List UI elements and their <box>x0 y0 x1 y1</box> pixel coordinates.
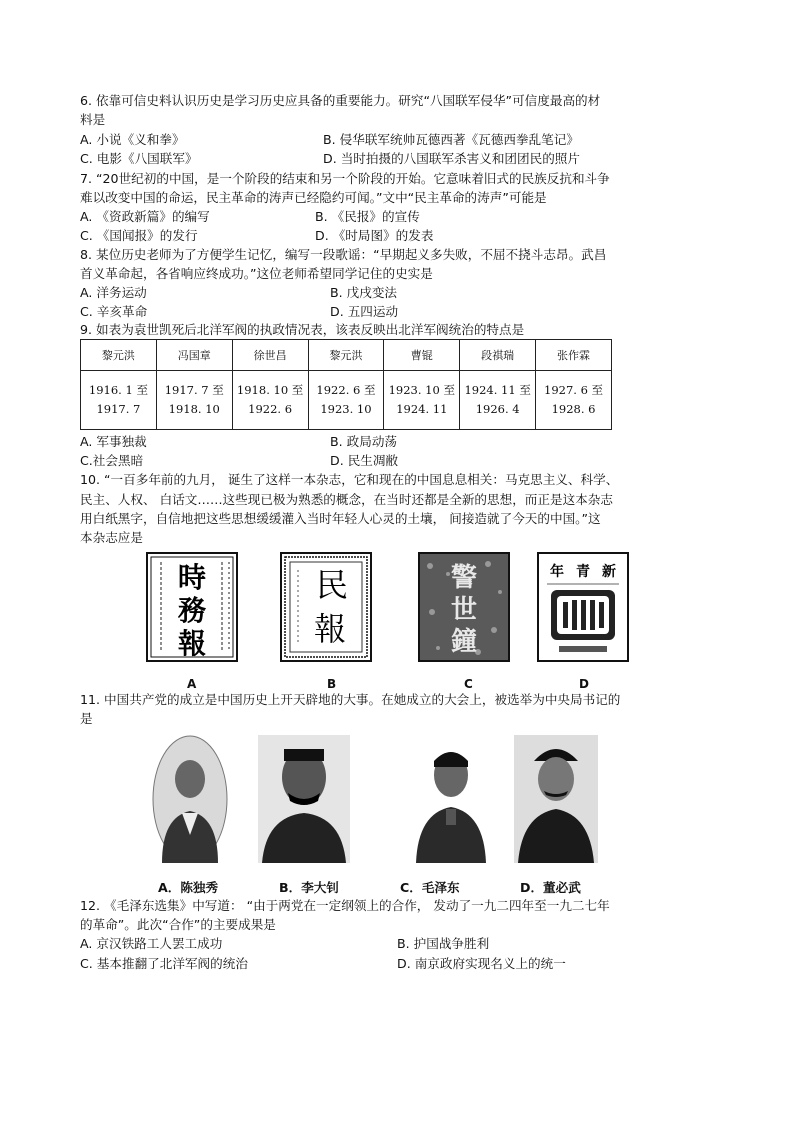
minbao-cover-image[interactable] <box>280 552 372 662</box>
q12-stem-line2: 的革命”。此次“合作”的主要成果是 <box>80 917 276 932</box>
term-start: 1924. 11 至 <box>464 383 531 397</box>
term-start: 1922. 6 至 <box>316 383 376 397</box>
q8-option-b[interactable]: B. 戊戌变法 <box>330 285 398 300</box>
q7-stem-line1: 7. “20世纪初的中国，是一个阶段的结束和另一个阶段的开始。它意味着旧式的民族反抗和斗争 <box>80 171 610 186</box>
term-start: 1923. 10 至 <box>388 383 455 397</box>
cover-a-char2: 務 <box>177 594 207 627</box>
q7-option-b[interactable]: B. 《民报》的宣传 <box>315 209 420 224</box>
q6-stem-line1: 6. 依靠可信史料认识历史是学习历史应具备的重要能力。研究“八国联军侵华”可信度最高的材 <box>80 93 601 108</box>
q7-option-c[interactable]: C. 《国闻报》的发行 <box>80 228 198 243</box>
q8-option-a[interactable]: A. 洋务运动 <box>80 285 147 300</box>
table-cell: 黎元洪 <box>81 340 157 371</box>
table-cell: 黎元洪 <box>308 340 384 371</box>
warlord-government-table <box>80 339 612 430</box>
portrait-c-caption: C．毛泽东 <box>400 880 460 895</box>
q11-stem-line2: 是 <box>80 711 93 726</box>
cover-a-char1: 時 <box>177 561 207 594</box>
term-end: 1926. 4 <box>475 402 520 416</box>
cover-d-char2: 青 <box>576 564 590 580</box>
q10-stem-line2: 民主、人权、 白话文……这些现已极为熟悉的概念，在当时还都是全新的思想，而正是这本杂志 <box>80 492 613 507</box>
q8-stem-line1: 8. 某位历史老师为了方便学生记忆，编写一段歌谣：“早期起义多失败，不屈不挠斗志昂。武昌 <box>80 247 607 262</box>
term-end: 1928. 6 <box>551 402 596 416</box>
table-cell: 张作霖 <box>536 340 612 371</box>
table-cell: 曹锟 <box>384 340 460 371</box>
q8-option-d[interactable]: D. 五四运动 <box>330 304 399 319</box>
table-cell <box>308 371 384 430</box>
table-cell <box>232 371 308 430</box>
q6-option-b[interactable]: B. 侵华联军统帅瓦德西著《瓦德西拳乱笔记》 <box>323 132 579 147</box>
table-cell: 冯国章 <box>156 340 232 371</box>
term-start: 1917. 7 至 <box>164 383 224 397</box>
term-end: 1923. 10 <box>320 402 372 416</box>
q8-option-c[interactable]: C. 辛亥革命 <box>80 304 148 319</box>
mao-zedong-portrait[interactable] <box>408 735 494 863</box>
q7-option-a[interactable]: A. 《资政新篇》的编写 <box>80 209 210 224</box>
portrait-b-caption: B．李大钊 <box>279 880 339 895</box>
q6-option-c[interactable]: C. 电影《八国联军》 <box>80 151 198 166</box>
term-end: 1922. 6 <box>248 402 293 416</box>
cover-c-label: C <box>464 677 473 691</box>
chen-duxiu-portrait[interactable] <box>152 735 228 863</box>
table-cell <box>81 371 157 430</box>
cover-b-char2: 報 <box>313 610 347 648</box>
cover-c-char3: 鐘 <box>450 627 478 657</box>
term-start: 1916. 1 至 <box>88 383 148 397</box>
q9-option-b[interactable]: B. 政局动荡 <box>330 434 398 449</box>
term-end: 1924. 11 <box>396 402 448 416</box>
cover-d-char1: 年 <box>550 564 564 580</box>
q12-option-c[interactable]: C. 基本推翻了北洋军阀的统治 <box>80 956 248 971</box>
cover-a-label: A <box>187 677 197 691</box>
shiwubao-cover-image[interactable] <box>146 552 238 662</box>
table-cell <box>156 371 232 430</box>
jingshizhong-cover-image[interactable] <box>418 552 510 662</box>
table-row <box>81 371 612 430</box>
cover-a-char3: 報 <box>177 627 207 660</box>
cover-d-label: D <box>579 677 589 691</box>
term-end: 1917. 7 <box>96 402 141 416</box>
q9-stem-line1: 9. 如表为袁世凯死后北洋军阀的执政情况表，该表反映出北洋军阀统治的特点是 <box>80 322 525 337</box>
term-start: 1927. 6 至 <box>544 383 604 397</box>
cover-b-char1: 民 <box>315 566 349 604</box>
table-header-row <box>81 340 612 371</box>
q10-stem-line3: 用白纸黑字，自信地把这些思想缓缓灌入当时年轻人心灵的土壤， 间接造就了今天的中国。”这 <box>80 511 601 526</box>
q9-option-a[interactable]: A. 军事独裁 <box>80 434 147 449</box>
q6-option-d[interactable]: D. 当时拍摄的八国联军杀害义和团团民的照片 <box>323 151 580 166</box>
q12-option-d[interactable]: D. 南京政府实现名义上的统一 <box>397 956 566 971</box>
term-start: 1918. 10 至 <box>236 383 304 397</box>
q12-option-b[interactable]: B. 护国战争胜利 <box>397 936 490 951</box>
table-cell <box>384 371 460 430</box>
cover-d-char3: 新 <box>602 564 616 580</box>
xinqingnian-cover-image[interactable] <box>537 552 629 662</box>
table-cell: 段祺瑞 <box>460 340 536 371</box>
q10-stem-line1: 10. “一百多年前的九月， 诞生了这样一本杂志，它和现在的中国息息相关：马克思主义、科学、 <box>80 472 619 487</box>
q9-option-d[interactable]: D. 民生凋敝 <box>330 453 399 468</box>
cover-b-label: B <box>327 677 337 691</box>
q7-stem-line2: 难以改变中国的命运，民主革命的涛声已经隐约可闻。”文中“民主革命的涛声”可能是 <box>80 190 547 205</box>
q12-stem-line1: 12. 《毛泽东选集》中写道： “由于两党在一定纲领上的合作， 发动了一九二四年至一九二七年 <box>80 898 610 913</box>
portrait-a-caption: A．陈独秀 <box>158 880 219 895</box>
q6-option-a[interactable]: A. 小说《义和拳》 <box>80 132 185 147</box>
q12-option-a[interactable]: A. 京汉铁路工人罢工成功 <box>80 936 223 951</box>
q10-stem-line4: 本杂志应是 <box>80 530 143 545</box>
portrait-d-caption: D．董必武 <box>520 880 581 895</box>
q11-stem-line1: 11. 中国共产党的成立是中国历史上开天辟地的大事。在她成立的大会上，被选举为中央局书记的 <box>80 692 621 707</box>
table-cell <box>460 371 536 430</box>
q6-stem-line2: 料是 <box>80 112 106 127</box>
q8-stem-line2: 首义革命起，各省响应终成功。”这位老师希望同学记住的史实是 <box>80 266 433 281</box>
li-dazhao-portrait[interactable] <box>258 735 350 863</box>
term-end: 1918. 10 <box>168 402 220 416</box>
cover-c-char2: 世 <box>450 595 478 625</box>
dong-biwu-portrait[interactable] <box>514 735 598 863</box>
table-cell <box>536 371 612 430</box>
q7-option-d[interactable]: D. 《时局图》的发表 <box>315 228 434 243</box>
q9-option-c[interactable]: C.社会黑暗 <box>80 453 144 468</box>
cover-c-char1: 警 <box>450 563 478 593</box>
table-cell: 徐世昌 <box>232 340 308 371</box>
